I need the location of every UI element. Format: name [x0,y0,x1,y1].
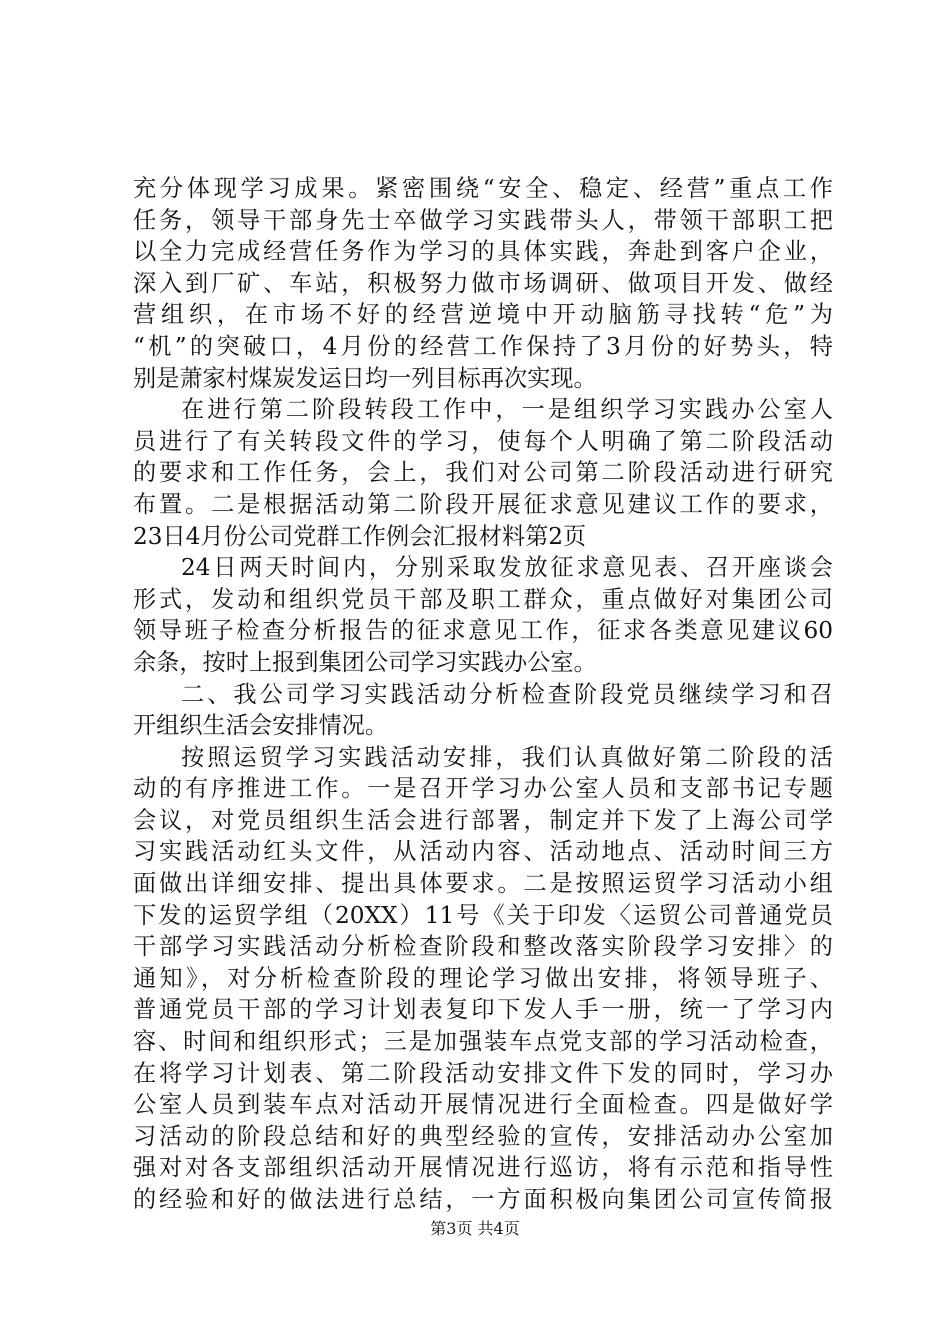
page-number-footer: 第3页 共4页 [430,1219,520,1238]
text-line: 通知》，对分析检查阶段的理论学习做出安排，将领导班子、 [133,964,833,992]
document-body [133,173,833,1216]
text-line: 普通党员干部的学习计划表复印下发人手一册，统一了学习内 [133,996,833,1024]
text-line: 习活动的阶段总结和好的典型经验的宣传，安排活动办公室加 [133,1122,833,1150]
text-line: 干部学习实践活动分析检查阶段和整改落实阶段学习安排〉的 [133,933,833,961]
text-line: 23日4月份公司党群工作例会汇报材料第2页 [133,522,587,550]
text-line: 24日两天时间内，分别采取发放征求意见表、召开座谈会 [181,554,833,582]
text-line: 在将学习计划表、第二阶段活动安排文件下发的同时，学习办 [133,1059,833,1087]
text-line: “机”的突破口，4月份的经营工作保持了3月份的好势头，特 [133,332,833,360]
text-line: 下发的运贸学组（20XX）11号《关于印发〈运贸公司普通党员 [133,901,833,929]
section-heading-line: 开组织生活会安排情况。 [133,712,389,740]
text-line: 的经验和好的做法进行总结，一方面积极向集团公司宣传简报 [133,1186,833,1213]
text-line: 按照运贸学习实践活动安排，我们认真做好第二阶段的活 [181,743,833,771]
section-heading-line: 二、我公司学习实践活动分析检查阶段党员继续学习和召 [181,680,833,708]
paragraph-4 [133,679,833,742]
text-line: 公室人员到装车点对活动开展情况进行全面检查。四是做好学 [133,1091,833,1119]
text-line: 会议，对党员组织生活会进行部署，制定并下发了上海公司学 [133,806,833,834]
text-line: 形式，发动和组织党员干部及职工群众，重点做好对集团公司 [133,585,833,613]
text-line: 强对对各支部组织活动开展情况进行巡访，将有示范和指导性 [133,1154,833,1182]
text-line: 深入到厂矿、车站，积极努力做市场调研、做项目开发、做经 [133,269,833,297]
paragraph-3 [133,552,833,678]
text-line: 习实践活动红头文件，从活动内容、活动地点、活动时间三方 [133,838,833,866]
text-line: 容、时间和组织形式；三是加强装车点党支部的学习活动检查， [133,1028,833,1056]
paragraph-1 [133,173,833,394]
paragraph-5 [133,742,833,1216]
text-line: 动的有序推进工作。一是召开学习办公室人员和支部书记专题 [133,775,833,803]
text-line: 别是萧家村煤炭发运日均一列目标再次实现。 [133,364,597,392]
text-line: 充分体现学习成果。紧密围绕“安全、稳定、经营”重点工作 [133,175,833,202]
text-line: 领导班子检查分析报告的征求意见工作，征求各类意见建议60 [133,617,833,645]
text-line: 在进行第二阶段转段工作中，一是组织学习实践办公室人 [181,396,833,424]
text-line: 布置。二是根据活动第二阶段开展征求意见建议工作的要求， [133,490,833,518]
text-line: 营组织，在市场不好的经营逆境中开动脑筋寻找转“危”为 [133,301,833,329]
text-line: 面做出详细安排、提出具体要求。二是按照运贸学习活动小组 [133,870,833,898]
text-line: 以全力完成经营任务作为学习的具体实践，奔赴到客户企业， [133,238,833,266]
text-line: 的要求和工作任务，会上，我们对公司第二阶段活动进行研究 [133,459,833,487]
text-line: 员进行了有关转段文件的学习，使每个人明确了第二阶段活动 [133,427,833,455]
text-line: 任务，领导干部身先士卒做学习实践带头人，带领干部职工把 [133,206,833,234]
paragraph-2 [133,394,833,552]
text-line: 余条，按时上报到集团公司学习实践办公室。 [133,648,597,676]
